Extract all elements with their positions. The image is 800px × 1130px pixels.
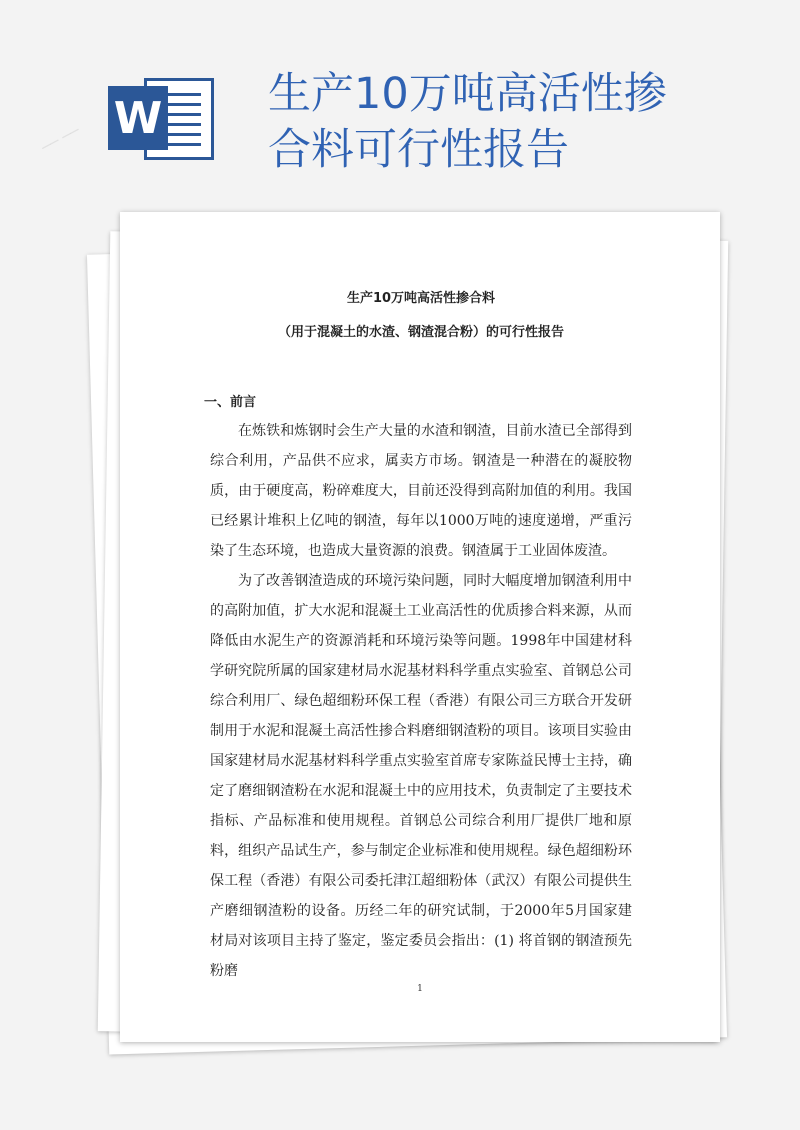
header-title: 生产10万吨高活性掺合料可行性报告 — [268, 69, 667, 175]
watermark: ── ── — [38, 121, 83, 157]
document-subtitle: （用于混凝土的水渣、钢渣混合粉）的可行性报告 — [277, 325, 564, 340]
document-title: 生产10万吨高活性掺合料 — [346, 291, 496, 306]
section-heading: 一、前言 — [204, 395, 257, 410]
paragraph: 在炼铁和炼钢时会生产大量的水渣和钢渣，目前水渣已全部得到综合利用，产品供不应求，属卖方市场。钢渣是一种潜在的凝胶物质，由于硬度高，粉碎难度大，目前还没得到高附加值的利用。我国已经累计堆积上亿吨的钢渣，每年以1000万吨的速度递增，严重污染了生态环境，也造成大量资源的浪费。钢渣属于工业固体废渣。 — [210, 423, 632, 559]
document-page — [120, 212, 720, 1042]
page-number: 1 — [417, 984, 423, 994]
word-logo-icon — [108, 72, 216, 164]
paragraph: 为了改善钢渣造成的环境污染问题，同时大幅度增加钢渣利用中的高附加值，扩大水泥和混凝土工业高活性的优质掺合料来源，从而降低由水泥生产的资源消耗和环境污染等问题。1998年中国建材科学研究院所属的国家建材局水泥基材料科学重点实验室、首钢总公司综合利用厂、绿色超细粉环保工程（香港）有限公司三方联合开发研制用于水泥和混凝土高活性掺合料磨细钢渣粉的项目。该项目实验由国家建材局水泥基材料科学重点实验室首席专家陈益民博士主持，确定了磨细钢渣粉在水泥和混凝土中的应用技术，负责制定了主要技术指标、产品标准和使用规程。首钢总公司综合利用厂提供厂地和原料，组织产品试生产，参与制定企业标准和使用规程。绿色超细粉环保工程（香港）有限公司委托津江超细粉体（武汉）有限公司提供生产磨细钢渣粉的设备。历经二年的研究试制，于2000年5月国家建材局对该项目主持了鉴定，鉴定委员会指出：(1) 将首钢的钢渣预先粉磨 — [210, 573, 632, 979]
word-badge: W — [108, 86, 168, 150]
